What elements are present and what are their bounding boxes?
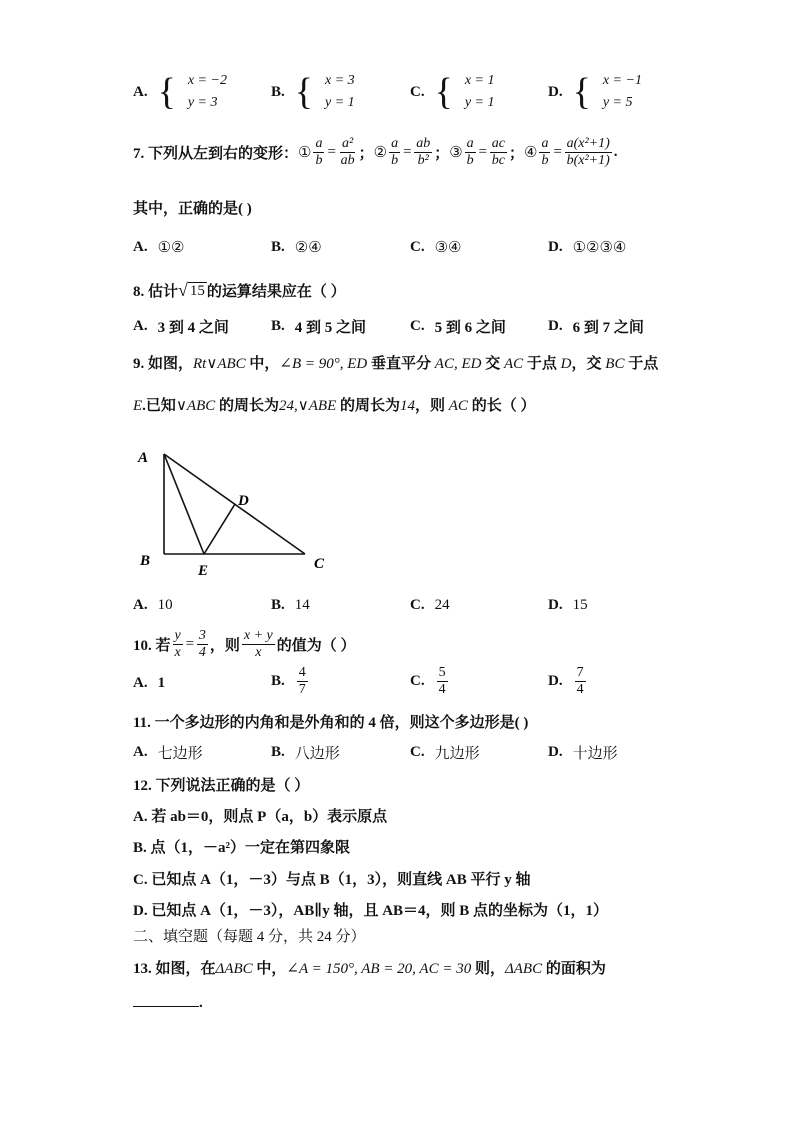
triangle-figure [130,440,340,585]
q6-option-b[interactable] [271,70,355,114]
q10-option-d[interactable] [548,665,588,698]
option-text: 4 到 5 之间 [294,320,367,336]
fraction: $\frac{a}{b}$ [315,136,323,168]
brace-icon: { [572,71,591,113]
option-text: ③④ [434,240,462,256]
q8-post: 的运算结果应在（ ） [206,284,346,300]
fraction: $\frac{x + y}{x}$ [243,628,273,660]
q6-options [0,70,794,113]
q12-option-d[interactable]: D. 已知点 A（1，－3），AB∥y 轴，且 AB＝4，则 B 点的坐标为（1，1） [133,903,609,919]
option-letter: A. [133,675,148,691]
q7-stem-text: 7. 下列从左到右的变形： [133,146,299,162]
q8-option-a[interactable] [133,316,229,337]
q7-option-a[interactable] [133,238,185,257]
q7-options [0,238,794,278]
option-letter: C. [410,239,425,255]
equation-2: y = 1 [325,95,355,110]
equation-system [325,70,355,114]
option-letter: C. [410,673,425,689]
option-letter: B. [271,673,285,689]
option-text: 八边形 [294,746,340,762]
period: . [199,995,203,1011]
q11-option-a[interactable] [133,742,203,763]
q8-options [0,316,794,356]
option-letter: A. [133,744,148,760]
q7-line2: 其中，正确的是( ) [133,201,252,217]
fraction: $\frac{ab}{\text{b²}}$ [416,136,431,168]
option-text: ①② [157,240,185,256]
option-text: 10 [157,597,173,613]
equation-system [465,70,495,114]
q8-stem [133,280,346,301]
option-letter: B. [271,597,285,613]
option-text: 十边形 [572,746,618,762]
option-text: 5 到 6 之间 [434,320,506,336]
q9-option-c[interactable] [410,597,450,614]
separator: ； [434,146,450,162]
radicand: 15 [189,282,205,299]
fraction: $\frac{4}{7}$ [298,665,306,697]
option-text: ②④ [294,240,322,256]
option-letter: D. [548,744,563,760]
q9-line2: E.已知∨ABC 的周长为24,∨ABE 的周长为14，则 AC 的长（ ） [133,398,536,414]
option-letter: B. [271,239,285,255]
q9-option-b[interactable] [271,597,310,614]
q11-option-b[interactable] [271,742,340,763]
equals-sign: = [184,636,195,652]
separator: ； [358,146,374,162]
q6-option-d[interactable] [548,70,642,114]
fraction: $\frac{a}{b}$ [541,136,549,168]
label-c: C [314,556,325,572]
q9-option-d[interactable] [548,597,588,614]
equals-sign: = [326,144,337,160]
q8-pre: 8. 估计 [133,284,179,300]
fraction: $\frac{y}{x}$ [174,628,181,660]
option-letter: D. [548,318,563,334]
q10-option-c[interactable] [410,665,450,698]
equation-system [188,70,227,114]
q7-stem [133,136,618,169]
q12-option-b[interactable]: B. 点（1，－a²）一定在第四象限 [133,840,351,856]
fraction: $\frac{a}{b}$ [391,136,399,168]
q6-option-c[interactable] [410,70,495,114]
label-b: B [140,553,151,569]
option-letter: B. [271,318,285,334]
option-text: 14 [294,597,310,613]
fraction: $\frac{ac}{bc}$ [491,136,505,168]
equation-2: y = 3 [187,95,218,110]
q9-options [0,597,794,637]
option-letter: A. [133,318,148,334]
q10-option-a[interactable] [133,675,165,692]
equation-system [603,70,642,114]
brace-icon: { [157,71,176,113]
q7-option-d[interactable] [548,238,626,257]
label-d: D [238,493,249,509]
circled-4: ④ [524,145,538,161]
circled-3: ③ [449,145,463,161]
sqrt-icon: √ [178,280,188,300]
equation-2: y = 1 [464,95,495,110]
option-letter: B. [271,83,285,100]
option-text: 15 [572,597,588,613]
q11-options [0,742,794,782]
q8-option-d[interactable] [548,316,644,337]
answer-blank[interactable] [133,1006,199,1007]
q6-option-a[interactable] [133,70,227,114]
option-letter: B. [271,744,285,760]
period: . [613,144,618,160]
q10-stem [133,628,356,661]
option-text: 1 [157,675,166,691]
fraction: $\frac{\text{a²}}{ab}$ [340,136,355,168]
label-a: A [138,450,149,466]
option-text: 七边形 [157,746,203,762]
q7-option-b[interactable] [271,238,322,257]
q10-pre: 10. 若 [133,638,171,654]
q10-mid: ，则 [209,638,240,654]
q12-option-c[interactable]: C. 已知点 A（1，－3）与点 B（1，3），则直线 AB 平行 y 轴 [133,872,531,888]
q11-stem: 11. 一个多边形的内角和是外角和的 4 倍，则这个多边形是( ) [133,715,529,731]
option-text: 3 到 4 之间 [157,320,229,336]
equation-2: y = 5 [602,95,633,110]
option-text: 6 到 7 之间 [572,320,644,336]
q8-option-b[interactable] [271,316,366,337]
option-letter: D. [548,239,563,255]
equals-sign: = [552,144,563,160]
fraction: $\frac{\text{a(x²+1)}}{\text{b(x²+1)}}$ [566,136,610,168]
q7-option-c[interactable] [410,238,462,257]
option-letter: A. [133,597,148,613]
fraction: $\frac{5}{4}$ [438,665,446,697]
equation-1: x = 3 [325,73,355,88]
edge-ed [204,504,235,554]
q11-option-d[interactable] [548,742,618,763]
q11-option-c[interactable] [410,742,480,763]
q10-post: 的值为（ ） [276,638,356,654]
fraction: $\frac{a}{b}$ [466,136,474,168]
equals-sign: = [477,144,488,160]
q9-option-a[interactable] [133,597,173,614]
option-letter: D. [548,673,563,689]
option-text: ①②③④ [572,240,627,256]
option-letter: D. [548,597,563,613]
brace-icon: { [434,71,453,113]
circled-1: ① [298,145,312,161]
q10-option-b[interactable] [271,665,310,698]
option-letter: D. [548,83,563,100]
q12-option-a[interactable]: A. 若 ab＝0，则点 P（a，b）表示原点 [133,809,388,825]
option-letter: A. [133,83,148,100]
fraction: $\frac{7}{4}$ [576,665,584,697]
equation-1: x = 1 [464,73,495,88]
brace-icon: { [294,71,314,113]
q8-option-c[interactable] [410,316,506,337]
q13-stem: 13. 如图，在ΔABC 中，∠A = 150°, AB = 20, AC = 30 则，ΔABC 的面积为 [133,961,606,977]
equals-sign: = [402,144,413,160]
option-text: 24 [434,597,450,613]
circled-2: ② [373,145,388,161]
separator: ； [509,146,525,162]
q12-stem: 12. 下列说法正确的是（ ） [133,778,310,794]
fraction: $\frac{3}{4}$ [198,628,206,660]
q9-line1: 9. 如图，Rt∨ABC 中，∠B = 90°, ED 垂直平分 AC, ED 交 AC 于点 D，交 BC 于点 [133,356,659,372]
equation-1: x = −1 [602,73,642,88]
q13-answer-line [133,995,203,1012]
option-letter: C. [410,83,425,100]
q10-options [0,665,794,705]
label-e: E [198,563,209,579]
option-text: 九边形 [434,746,480,762]
equation-1: x = −2 [187,73,227,88]
option-letter: A. [133,239,148,255]
section-heading: 二、填空题（每题 4 分，共 24 分） [133,929,366,945]
option-letter: C. [410,318,425,334]
option-letter: C. [410,597,425,613]
option-letter: C. [410,744,425,760]
